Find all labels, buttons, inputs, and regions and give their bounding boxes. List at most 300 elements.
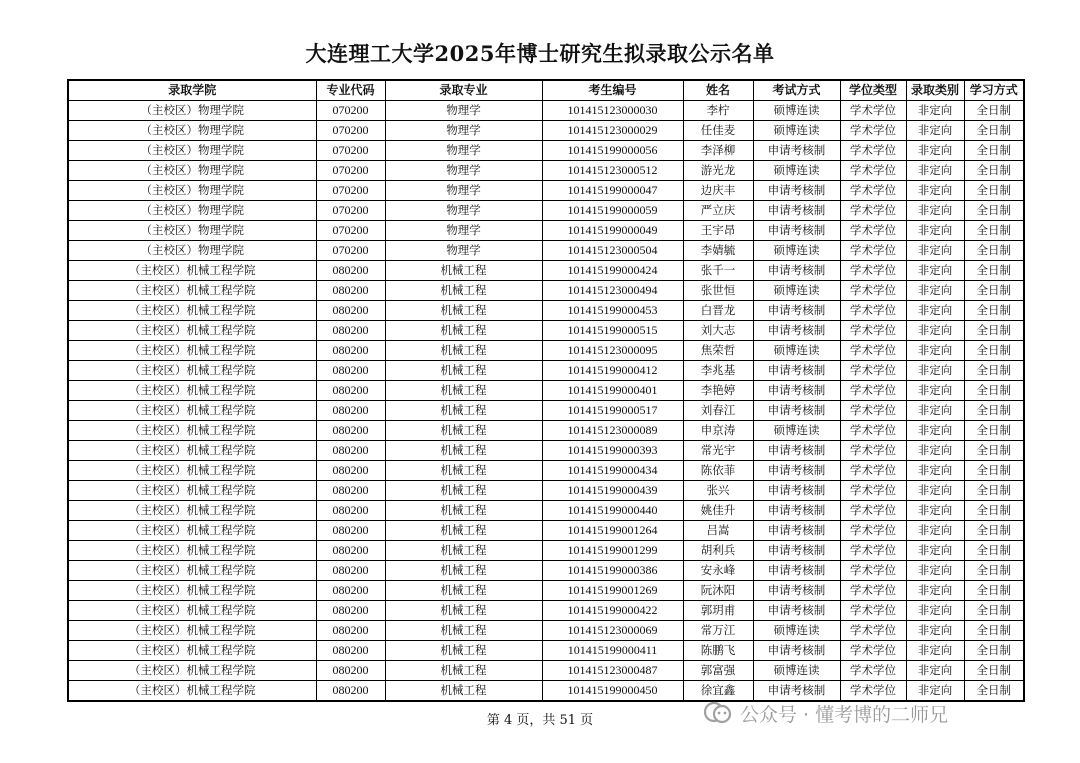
cell-admission-type: 非定向 [906,561,964,581]
cell-study-mode: 全日制 [964,541,1024,561]
cell-admission-type: 非定向 [906,341,964,361]
table-row [68,301,1024,321]
cell-candidate-id: 101415199000049 [542,221,683,241]
cell-candidate-id: 101415123000029 [542,121,683,141]
cell-degree-type: 学术学位 [840,201,906,221]
cell-admission-type: 非定向 [906,621,964,641]
cell-major: 机械工程 [385,581,542,601]
cell-study-mode: 全日制 [964,281,1024,301]
cell-study-mode: 全日制 [964,381,1024,401]
cell-exam-method: 申请考核制 [753,641,840,661]
cell-exam-method: 硕博连读 [753,341,840,361]
cell-major-code: 080200 [316,441,385,461]
cell-candidate-id: 101415123000512 [542,161,683,181]
cell-name: 王宇昂 [683,221,753,241]
cell-candidate-id: 101415123000095 [542,341,683,361]
cell-exam-method: 申请考核制 [753,361,840,381]
cell-candidate-id: 101415199001264 [542,521,683,541]
cell-major: 物理学 [385,221,542,241]
cell-degree-type: 学术学位 [840,401,906,421]
header-exam-method: 考试方式 [753,80,840,101]
cell-major-code: 080200 [316,421,385,441]
cell-degree-type: 学术学位 [840,681,906,702]
wechat-official-account-icon [702,700,734,726]
cell-candidate-id: 101415123000504 [542,241,683,261]
watermark-text: 公众号 · 懂考博的二师兄 [740,703,949,726]
cell-name: 张兴 [683,481,753,501]
cell-exam-method: 硕博连读 [753,161,840,181]
cell-candidate-id: 101415199000422 [542,601,683,621]
cell-name: 郭富强 [683,661,753,681]
cell-college: （主校区）机械工程学院 [68,381,316,401]
cell-admission-type: 非定向 [906,241,964,261]
header-name: 姓名 [683,80,753,101]
cell-major: 机械工程 [385,601,542,621]
header-candidate-id: 考生编号 [542,80,683,101]
cell-major-code: 070200 [316,181,385,201]
cell-major: 机械工程 [385,421,542,441]
cell-study-mode: 全日制 [964,121,1024,141]
cell-name: 阮沐阳 [683,581,753,601]
cell-major-code: 080200 [316,261,385,281]
cell-major: 机械工程 [385,661,542,681]
cell-study-mode: 全日制 [964,601,1024,621]
cell-college: （主校区）机械工程学院 [68,581,316,601]
table-row [68,421,1024,441]
cell-name: 刘大志 [683,321,753,341]
cell-candidate-id: 101415199000440 [542,501,683,521]
cell-college: （主校区）机械工程学院 [68,561,316,581]
watermark [702,698,948,728]
cell-candidate-id: 101415199000386 [542,561,683,581]
table-row [68,321,1024,341]
cell-admission-type: 非定向 [906,321,964,341]
cell-major-code: 080200 [316,401,385,421]
cell-exam-method: 硕博连读 [753,101,840,121]
cell-college: （主校区）机械工程学院 [68,321,316,341]
cell-major-code: 080200 [316,601,385,621]
cell-major-code: 070200 [316,201,385,221]
table-row [68,241,1024,261]
table-row [68,541,1024,561]
cell-admission-type: 非定向 [906,521,964,541]
cell-major: 物理学 [385,141,542,161]
cell-exam-method: 申请考核制 [753,681,840,702]
cell-college: （主校区）机械工程学院 [68,621,316,641]
cell-degree-type: 学术学位 [840,541,906,561]
cell-major: 物理学 [385,101,542,121]
cell-college: （主校区）物理学院 [68,101,316,121]
table-row [68,521,1024,541]
cell-degree-type: 学术学位 [840,601,906,621]
cell-study-mode: 全日制 [964,501,1024,521]
table-row [68,501,1024,521]
cell-study-mode: 全日制 [964,321,1024,341]
cell-college: （主校区）物理学院 [68,161,316,181]
cell-exam-method: 申请考核制 [753,401,840,421]
cell-study-mode: 全日制 [964,141,1024,161]
cell-exam-method: 申请考核制 [753,541,840,561]
cell-college: （主校区）机械工程学院 [68,281,316,301]
cell-admission-type: 非定向 [906,141,964,161]
cell-name: 严立庆 [683,201,753,221]
cell-major-code: 080200 [316,321,385,341]
cell-study-mode: 全日制 [964,581,1024,601]
cell-exam-method: 申请考核制 [753,321,840,341]
cell-name: 安永峰 [683,561,753,581]
cell-college: （主校区）机械工程学院 [68,461,316,481]
cell-college: （主校区）机械工程学院 [68,261,316,281]
cell-major-code: 070200 [316,221,385,241]
cell-candidate-id: 101415199000439 [542,481,683,501]
cell-degree-type: 学术学位 [840,641,906,661]
cell-name: 陈依菲 [683,461,753,481]
cell-name: 李婧毓 [683,241,753,261]
table-row [68,201,1024,221]
cell-degree-type: 学术学位 [840,461,906,481]
cell-degree-type: 学术学位 [840,481,906,501]
cell-exam-method: 申请考核制 [753,461,840,481]
table-row [68,181,1024,201]
cell-degree-type: 学术学位 [840,421,906,441]
cell-major-code: 080200 [316,281,385,301]
cell-exam-method: 申请考核制 [753,201,840,221]
cell-admission-type: 非定向 [906,601,964,621]
cell-name: 郭玥甫 [683,601,753,621]
header-major-code: 专业代码 [316,80,385,101]
cell-major-code: 080200 [316,561,385,581]
cell-college: （主校区）机械工程学院 [68,521,316,541]
cell-major-code: 070200 [316,241,385,261]
header-study-mode: 学习方式 [964,80,1024,101]
cell-college: （主校区）机械工程学院 [68,501,316,521]
cell-major: 物理学 [385,241,542,261]
cell-degree-type: 学术学位 [840,661,906,681]
cell-study-mode: 全日制 [964,221,1024,241]
cell-admission-type: 非定向 [906,641,964,661]
cell-candidate-id: 101415199000453 [542,301,683,321]
table-row [68,481,1024,501]
cell-major-code: 080200 [316,581,385,601]
table-row [68,601,1024,621]
cell-candidate-id: 101415123000494 [542,281,683,301]
cell-major: 机械工程 [385,681,542,702]
table-row [68,281,1024,301]
cell-study-mode: 全日制 [964,201,1024,221]
cell-major: 机械工程 [385,361,542,381]
cell-exam-method: 硕博连读 [753,121,840,141]
cell-name: 李柠 [683,101,753,121]
table-row [68,261,1024,281]
cell-study-mode: 全日制 [964,361,1024,381]
cell-degree-type: 学术学位 [840,441,906,461]
cell-name: 刘春江 [683,401,753,421]
cell-name: 焦荣哲 [683,341,753,361]
cell-name: 常光宇 [683,441,753,461]
cell-admission-type: 非定向 [906,541,964,561]
cell-name: 吕嵩 [683,521,753,541]
cell-degree-type: 学术学位 [840,361,906,381]
cell-study-mode: 全日制 [964,341,1024,361]
cell-exam-method: 申请考核制 [753,181,840,201]
cell-candidate-id: 101415199001269 [542,581,683,601]
cell-candidate-id: 101415199000059 [542,201,683,221]
cell-college: （主校区）机械工程学院 [68,341,316,361]
header-college: 录取学院 [68,80,316,101]
cell-exam-method: 申请考核制 [753,221,840,241]
cell-college: （主校区）物理学院 [68,181,316,201]
cell-college: （主校区）物理学院 [68,121,316,141]
cell-name: 常万江 [683,621,753,641]
cell-candidate-id: 101415199000047 [542,181,683,201]
cell-major: 物理学 [385,161,542,181]
cell-major-code: 070200 [316,121,385,141]
cell-college: （主校区）机械工程学院 [68,481,316,501]
cell-exam-method: 硕博连读 [753,281,840,301]
cell-name: 姚佳升 [683,501,753,521]
cell-exam-method: 申请考核制 [753,501,840,521]
cell-candidate-id: 101415199000434 [542,461,683,481]
cell-study-mode: 全日制 [964,401,1024,421]
table-body [68,101,1024,702]
cell-major: 机械工程 [385,541,542,561]
cell-degree-type: 学术学位 [840,121,906,141]
cell-college: （主校区）物理学院 [68,201,316,221]
cell-admission-type: 非定向 [906,161,964,181]
cell-admission-type: 非定向 [906,281,964,301]
cell-college: （主校区）机械工程学院 [68,361,316,381]
cell-study-mode: 全日制 [964,181,1024,201]
table-row [68,561,1024,581]
cell-name: 申京涛 [683,421,753,441]
cell-study-mode: 全日制 [964,641,1024,661]
cell-major-code: 070200 [316,161,385,181]
cell-admission-type: 非定向 [906,381,964,401]
table-row [68,121,1024,141]
cell-name: 白晋龙 [683,301,753,321]
cell-exam-method: 申请考核制 [753,381,840,401]
cell-candidate-id: 101415199000056 [542,141,683,161]
cell-exam-method: 申请考核制 [753,141,840,161]
cell-college: （主校区）机械工程学院 [68,681,316,702]
cell-admission-type: 非定向 [906,301,964,321]
cell-major: 机械工程 [385,321,542,341]
cell-major: 机械工程 [385,341,542,361]
table-row [68,401,1024,421]
cell-study-mode: 全日制 [964,421,1024,441]
cell-name: 胡利兵 [683,541,753,561]
cell-admission-type: 非定向 [906,681,964,702]
table-row [68,361,1024,381]
cell-candidate-id: 101415199000424 [542,261,683,281]
cell-study-mode: 全日制 [964,101,1024,121]
cell-exam-method: 申请考核制 [753,481,840,501]
cell-major: 机械工程 [385,641,542,661]
cell-degree-type: 学术学位 [840,561,906,581]
cell-major-code: 080200 [316,461,385,481]
cell-study-mode: 全日制 [964,301,1024,321]
cell-major: 机械工程 [385,501,542,521]
cell-major-code: 080200 [316,541,385,561]
cell-exam-method: 申请考核制 [753,441,840,461]
cell-major: 机械工程 [385,461,542,481]
table-row [68,221,1024,241]
cell-major: 机械工程 [385,281,542,301]
cell-admission-type: 非定向 [906,581,964,601]
cell-name: 任佳麦 [683,121,753,141]
cell-name: 张千一 [683,261,753,281]
cell-name: 张世恒 [683,281,753,301]
cell-candidate-id: 101415123000487 [542,661,683,681]
cell-major: 机械工程 [385,381,542,401]
cell-major: 机械工程 [385,621,542,641]
cell-major-code: 080200 [316,501,385,521]
cell-candidate-id: 101415199000515 [542,321,683,341]
cell-candidate-id: 101415123000089 [542,421,683,441]
cell-degree-type: 学术学位 [840,301,906,321]
cell-admission-type: 非定向 [906,501,964,521]
page-number: 第 4 页，共 51 页 [486,713,594,728]
cell-admission-type: 非定向 [906,181,964,201]
cell-college: （主校区）机械工程学院 [68,401,316,421]
cell-candidate-id: 101415199000401 [542,381,683,401]
cell-exam-method: 硕博连读 [753,621,840,641]
cell-major: 机械工程 [385,261,542,281]
cell-degree-type: 学术学位 [840,381,906,401]
cell-exam-method: 硕博连读 [753,661,840,681]
header-degree-type: 学位类型 [840,80,906,101]
cell-major: 物理学 [385,181,542,201]
cell-exam-method: 申请考核制 [753,301,840,321]
cell-name: 李艳婷 [683,381,753,401]
cell-study-mode: 全日制 [964,621,1024,641]
cell-study-mode: 全日制 [964,441,1024,461]
cell-exam-method: 硕博连读 [753,241,840,261]
page-title: 大连理工大学2025年博士研究生拟录取公示名单 [305,41,775,66]
cell-study-mode: 全日制 [964,661,1024,681]
cell-major: 机械工程 [385,561,542,581]
cell-major-code: 080200 [316,301,385,321]
cell-admission-type: 非定向 [906,201,964,221]
cell-candidate-id: 101415199000411 [542,641,683,661]
cell-degree-type: 学术学位 [840,141,906,161]
cell-degree-type: 学术学位 [840,321,906,341]
cell-major: 机械工程 [385,441,542,461]
cell-major-code: 080200 [316,361,385,381]
cell-degree-type: 学术学位 [840,521,906,541]
cell-major: 机械工程 [385,401,542,421]
cell-candidate-id: 101415123000069 [542,621,683,641]
cell-college: （主校区）机械工程学院 [68,421,316,441]
cell-degree-type: 学术学位 [840,161,906,181]
cell-major: 机械工程 [385,521,542,541]
cell-name: 李兆基 [683,361,753,381]
cell-degree-type: 学术学位 [840,621,906,641]
cell-admission-type: 非定向 [906,661,964,681]
cell-study-mode: 全日制 [964,241,1024,261]
cell-major-code: 080200 [316,341,385,361]
cell-study-mode: 全日制 [964,261,1024,281]
cell-exam-method: 硕博连读 [753,421,840,441]
cell-major: 机械工程 [385,481,542,501]
cell-study-mode: 全日制 [964,481,1024,501]
cell-degree-type: 学术学位 [840,581,906,601]
cell-major-code: 080200 [316,481,385,501]
cell-candidate-id: 101415199001299 [542,541,683,561]
cell-exam-method: 申请考核制 [753,561,840,581]
cell-college: （主校区）机械工程学院 [68,641,316,661]
table-row [68,161,1024,181]
cell-study-mode: 全日制 [964,561,1024,581]
cell-degree-type: 学术学位 [840,101,906,121]
cell-admission-type: 非定向 [906,121,964,141]
cell-study-mode: 全日制 [964,461,1024,481]
cell-study-mode: 全日制 [964,681,1024,702]
cell-admission-type: 非定向 [906,461,964,481]
cell-major-code: 080200 [316,681,385,702]
table-row [68,661,1024,681]
cell-candidate-id: 101415199000517 [542,401,683,421]
cell-exam-method: 申请考核制 [753,261,840,281]
cell-degree-type: 学术学位 [840,181,906,201]
cell-major-code: 080200 [316,641,385,661]
cell-major: 机械工程 [385,301,542,321]
cell-degree-type: 学术学位 [840,281,906,301]
cell-admission-type: 非定向 [906,421,964,441]
table-row [68,101,1024,121]
cell-admission-type: 非定向 [906,361,964,381]
cell-name: 边庆丰 [683,181,753,201]
cell-degree-type: 学术学位 [840,221,906,241]
cell-major-code: 080200 [316,381,385,401]
cell-admission-type: 非定向 [906,481,964,501]
cell-degree-type: 学术学位 [840,341,906,361]
cell-major: 物理学 [385,201,542,221]
cell-name: 游光龙 [683,161,753,181]
table-row [68,461,1024,481]
cell-candidate-id: 101415199000450 [542,681,683,702]
header-major: 录取专业 [385,80,542,101]
cell-college: （主校区）机械工程学院 [68,301,316,321]
table-row [68,581,1024,601]
cell-admission-type: 非定向 [906,261,964,281]
cell-exam-method: 申请考核制 [753,581,840,601]
table-row [68,141,1024,161]
cell-study-mode: 全日制 [964,521,1024,541]
cell-exam-method: 申请考核制 [753,521,840,541]
cell-admission-type: 非定向 [906,101,964,121]
cell-college: （主校区）物理学院 [68,221,316,241]
cell-major-code: 070200 [316,141,385,161]
cell-admission-type: 非定向 [906,401,964,421]
cell-college: （主校区）机械工程学院 [68,661,316,681]
cell-degree-type: 学术学位 [840,501,906,521]
cell-college: （主校区）机械工程学院 [68,541,316,561]
cell-candidate-id: 101415123000030 [542,101,683,121]
cell-degree-type: 学术学位 [840,241,906,261]
cell-admission-type: 非定向 [906,441,964,461]
table-row [68,641,1024,661]
table-row [68,621,1024,641]
cell-major-code: 070200 [316,101,385,121]
table-row [68,441,1024,461]
cell-study-mode: 全日制 [964,161,1024,181]
cell-name: 李泽柳 [683,141,753,161]
cell-major-code: 080200 [316,661,385,681]
cell-exam-method: 申请考核制 [753,601,840,621]
cell-candidate-id: 101415199000412 [542,361,683,381]
table-row [68,381,1024,401]
